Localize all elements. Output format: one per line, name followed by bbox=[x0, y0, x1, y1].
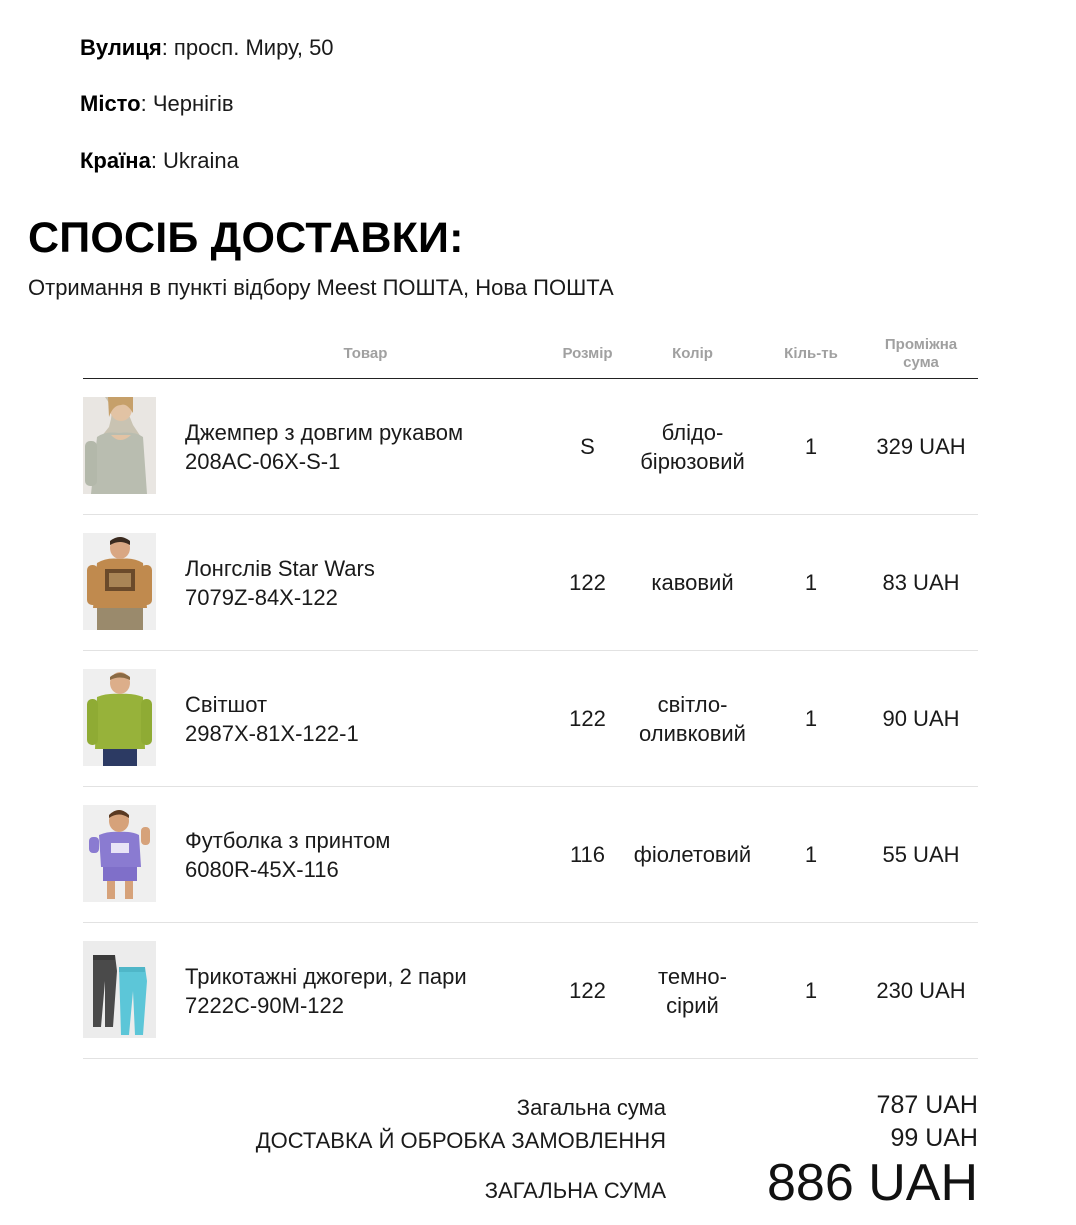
shipping-value: 99 UAH bbox=[890, 1124, 978, 1152]
product-info bbox=[185, 923, 545, 1058]
product-size: 116 bbox=[569, 842, 606, 867]
product-color-line2: бірюзовий bbox=[640, 448, 745, 474]
header-subtotal-line2: сума bbox=[903, 354, 939, 371]
header-subtotal bbox=[861, 330, 981, 378]
header-product: Товар bbox=[343, 345, 388, 362]
product-subtotal: 230 UAH bbox=[876, 978, 966, 1003]
product-image-joggers[interactable] bbox=[83, 941, 156, 1038]
city-value: : Чернігів bbox=[140, 91, 234, 116]
product-sku: 2987X-81X-122-1 bbox=[185, 720, 359, 746]
subtotal-label: Загальна сума bbox=[516, 1095, 666, 1120]
table-row bbox=[83, 515, 978, 651]
product-qty: 1 bbox=[804, 842, 818, 867]
product-info bbox=[185, 379, 545, 514]
product-name: Лонгслів Star Wars bbox=[185, 555, 375, 581]
product-size: S bbox=[580, 434, 595, 459]
order-table bbox=[83, 330, 978, 1059]
product-info bbox=[185, 515, 545, 650]
product-image-sweatshirt[interactable] bbox=[83, 669, 156, 766]
grand-total-value: 886 UAH bbox=[767, 1154, 978, 1212]
table-row bbox=[83, 379, 978, 515]
product-qty: 1 bbox=[804, 434, 818, 459]
product-color-line1: світло- bbox=[657, 691, 728, 717]
product-image-longsleeve[interactable] bbox=[83, 533, 156, 630]
header-qty: Кіль-ть bbox=[784, 345, 838, 362]
product-subtotal: 55 UAH bbox=[882, 842, 960, 867]
country-label: Країна bbox=[80, 148, 151, 173]
subtotal-value: 787 UAH bbox=[876, 1091, 978, 1119]
product-subtotal: 90 UAH bbox=[882, 706, 960, 731]
product-subtotal: 83 UAH bbox=[882, 570, 960, 595]
product-size: 122 bbox=[569, 706, 606, 731]
product-name: Світшот bbox=[185, 691, 268, 717]
product-info bbox=[185, 651, 545, 786]
product-info bbox=[185, 787, 545, 922]
product-color-line1: фіолетовий bbox=[633, 842, 752, 867]
product-image-sweater[interactable] bbox=[83, 397, 156, 494]
product-name: Футболка з принтом bbox=[185, 827, 391, 853]
product-qty: 1 bbox=[804, 706, 818, 731]
product-sku: 6080R-45X-116 bbox=[185, 856, 339, 882]
product-sku: 208AC-06X-S-1 bbox=[185, 448, 341, 474]
product-sku: 7222C-90M-122 bbox=[185, 992, 344, 1018]
product-size: 122 bbox=[569, 570, 606, 595]
product-color-line2: оливковий bbox=[639, 720, 746, 746]
table-row bbox=[83, 787, 978, 923]
address-street bbox=[80, 34, 334, 62]
product-color bbox=[620, 379, 765, 514]
product-color-line1: кавовий bbox=[651, 570, 734, 595]
product-sku: 7079Z-84X-122 bbox=[185, 584, 338, 610]
shipping-label: ДОСТАВКА Й ОБРОБКА ЗАМОВЛЕННЯ bbox=[255, 1128, 666, 1153]
product-color-line1: темно- bbox=[658, 963, 727, 989]
product-image-tshirt[interactable] bbox=[83, 805, 156, 902]
product-size: 122 bbox=[569, 978, 606, 1003]
city-label: Місто bbox=[80, 91, 141, 116]
header-size: Розмір bbox=[562, 345, 613, 362]
product-subtotal: 329 UAH bbox=[876, 434, 966, 459]
product-color-line2: сірий bbox=[666, 992, 719, 1018]
country-value: : Ukraina bbox=[150, 148, 239, 173]
product-name: Трикотажні джогери, 2 пари bbox=[185, 963, 467, 989]
table-header bbox=[83, 330, 978, 379]
product-color bbox=[620, 515, 765, 650]
table-row bbox=[83, 923, 978, 1059]
grand-total-label: ЗАГАЛЬНА СУМА bbox=[484, 1178, 666, 1203]
delivery-title: СПОСІБ ДОСТАВКИ: bbox=[28, 214, 464, 262]
product-color bbox=[620, 787, 765, 922]
address-city bbox=[80, 90, 234, 118]
street-value: : просп. Миру, 50 bbox=[161, 35, 334, 60]
product-color bbox=[620, 651, 765, 786]
product-color-line1: блідо- bbox=[661, 419, 724, 445]
product-qty: 1 bbox=[804, 978, 818, 1003]
product-color bbox=[620, 923, 765, 1058]
header-subtotal-line1: Проміжна bbox=[884, 336, 958, 353]
street-label: Вулиця bbox=[80, 35, 162, 60]
product-name: Джемпер з довгим рукавом bbox=[185, 419, 464, 445]
delivery-method: Отримання в пункті відбору Meest ПОШТА, Нова ПОШТА bbox=[28, 275, 614, 300]
table-row bbox=[83, 651, 978, 787]
address-country bbox=[80, 147, 239, 175]
product-qty: 1 bbox=[804, 570, 818, 595]
header-color: Колір bbox=[672, 345, 713, 362]
